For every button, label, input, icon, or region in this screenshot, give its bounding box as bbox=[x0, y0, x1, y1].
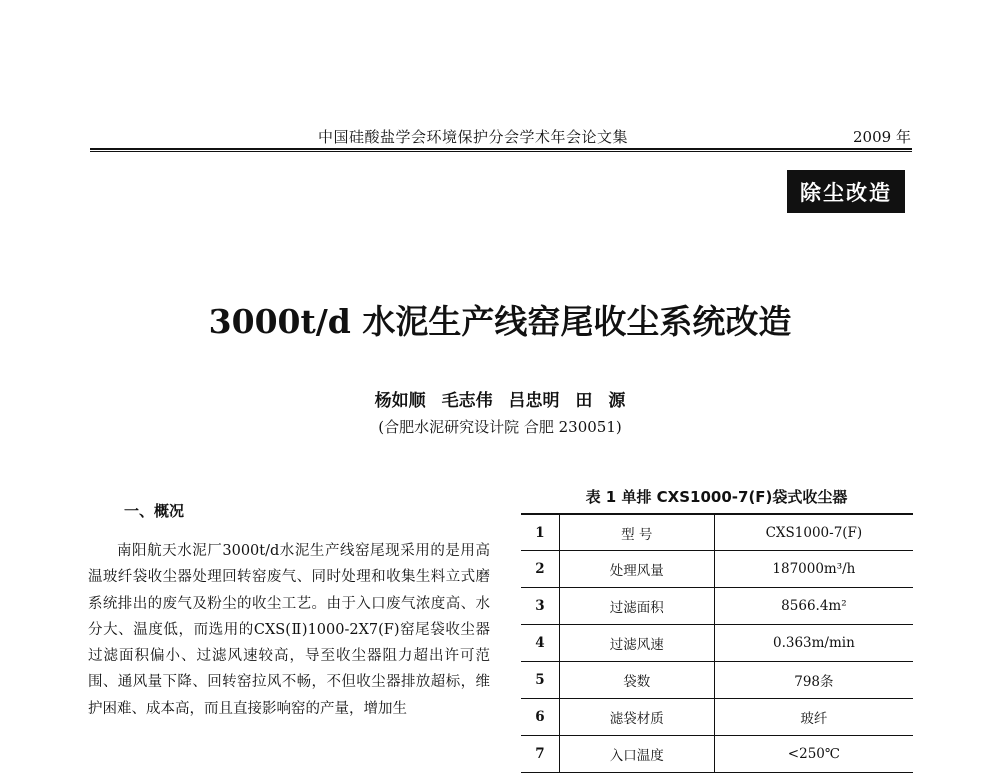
param-name: 处理风量 bbox=[559, 551, 714, 588]
section-heading: 一、概况 bbox=[124, 502, 185, 520]
row-index: 2 bbox=[521, 551, 559, 588]
param-value: 187000m³/h bbox=[714, 551, 913, 588]
param-name: 袋数 bbox=[559, 662, 714, 699]
row-index: 6 bbox=[521, 698, 559, 735]
row-index: 7 bbox=[521, 735, 559, 772]
journal-header: 中国硅酸盐学会环境保护分会学术年会论文集 bbox=[318, 128, 629, 146]
affiliation: (合肥水泥研究设计院 合肥 230051) bbox=[378, 418, 622, 436]
param-value: CXS1000-7(F) bbox=[714, 514, 913, 551]
param-name: 型 号 bbox=[559, 514, 714, 551]
table-row bbox=[521, 698, 913, 735]
spec-table bbox=[521, 513, 913, 773]
section-tag: 除尘改造 bbox=[787, 170, 905, 213]
authors: 杨如顺 毛志伟 吕忠明 田 源 bbox=[374, 391, 626, 411]
row-index: 4 bbox=[521, 625, 559, 662]
param-name: 过滤风速 bbox=[559, 625, 714, 662]
paragraph: 南阳航天水泥厂3000t/d水泥生产线窑尾现采用的是用高温玻纤袋收尘器处理回转窑废气、同时处理和收集生料立式磨系统排出的废气及粉尘的收尘工艺。由于入口废气浓度高、水分大、温度低，而选用的CXS(Ⅱ)1000-2X7(F)窑尾袋收尘器过滤面积偏小、过滤风速较高，导至收尘器阻力超出许可范围、通风量下降、回转窑拉风不畅，不但收尘器排放超标，维护困难、成本高，而且直接影响窑的产量，增加生 bbox=[88, 543, 490, 717]
param-value: 0.363m/min bbox=[714, 625, 913, 662]
param-value: 8566.4m² bbox=[714, 588, 913, 625]
param-value: <250℃ bbox=[714, 735, 913, 772]
paper-title: 3000t/d 水泥生产线窑尾收尘系统改造 bbox=[208, 302, 792, 341]
param-name: 入口温度 bbox=[559, 735, 714, 772]
table-row bbox=[521, 514, 913, 551]
param-name: 滤袋材质 bbox=[559, 698, 714, 735]
param-value: 798条 bbox=[714, 662, 913, 699]
table-caption: 表 1 单排 CXS1000-7(F)袋式收尘器 bbox=[585, 488, 848, 506]
param-value: 玻纤 bbox=[714, 698, 913, 735]
row-index: 5 bbox=[521, 662, 559, 699]
table-row bbox=[521, 662, 913, 699]
table-row bbox=[521, 588, 913, 625]
table-row bbox=[521, 551, 913, 588]
table-row bbox=[521, 625, 913, 662]
param-name: 过滤面积 bbox=[559, 588, 714, 625]
row-index: 3 bbox=[521, 588, 559, 625]
body-text bbox=[88, 538, 490, 722]
header-rule bbox=[90, 148, 912, 152]
row-index: 1 bbox=[521, 514, 559, 551]
header-year: 2009 年 bbox=[853, 128, 911, 146]
table-row bbox=[521, 735, 913, 772]
